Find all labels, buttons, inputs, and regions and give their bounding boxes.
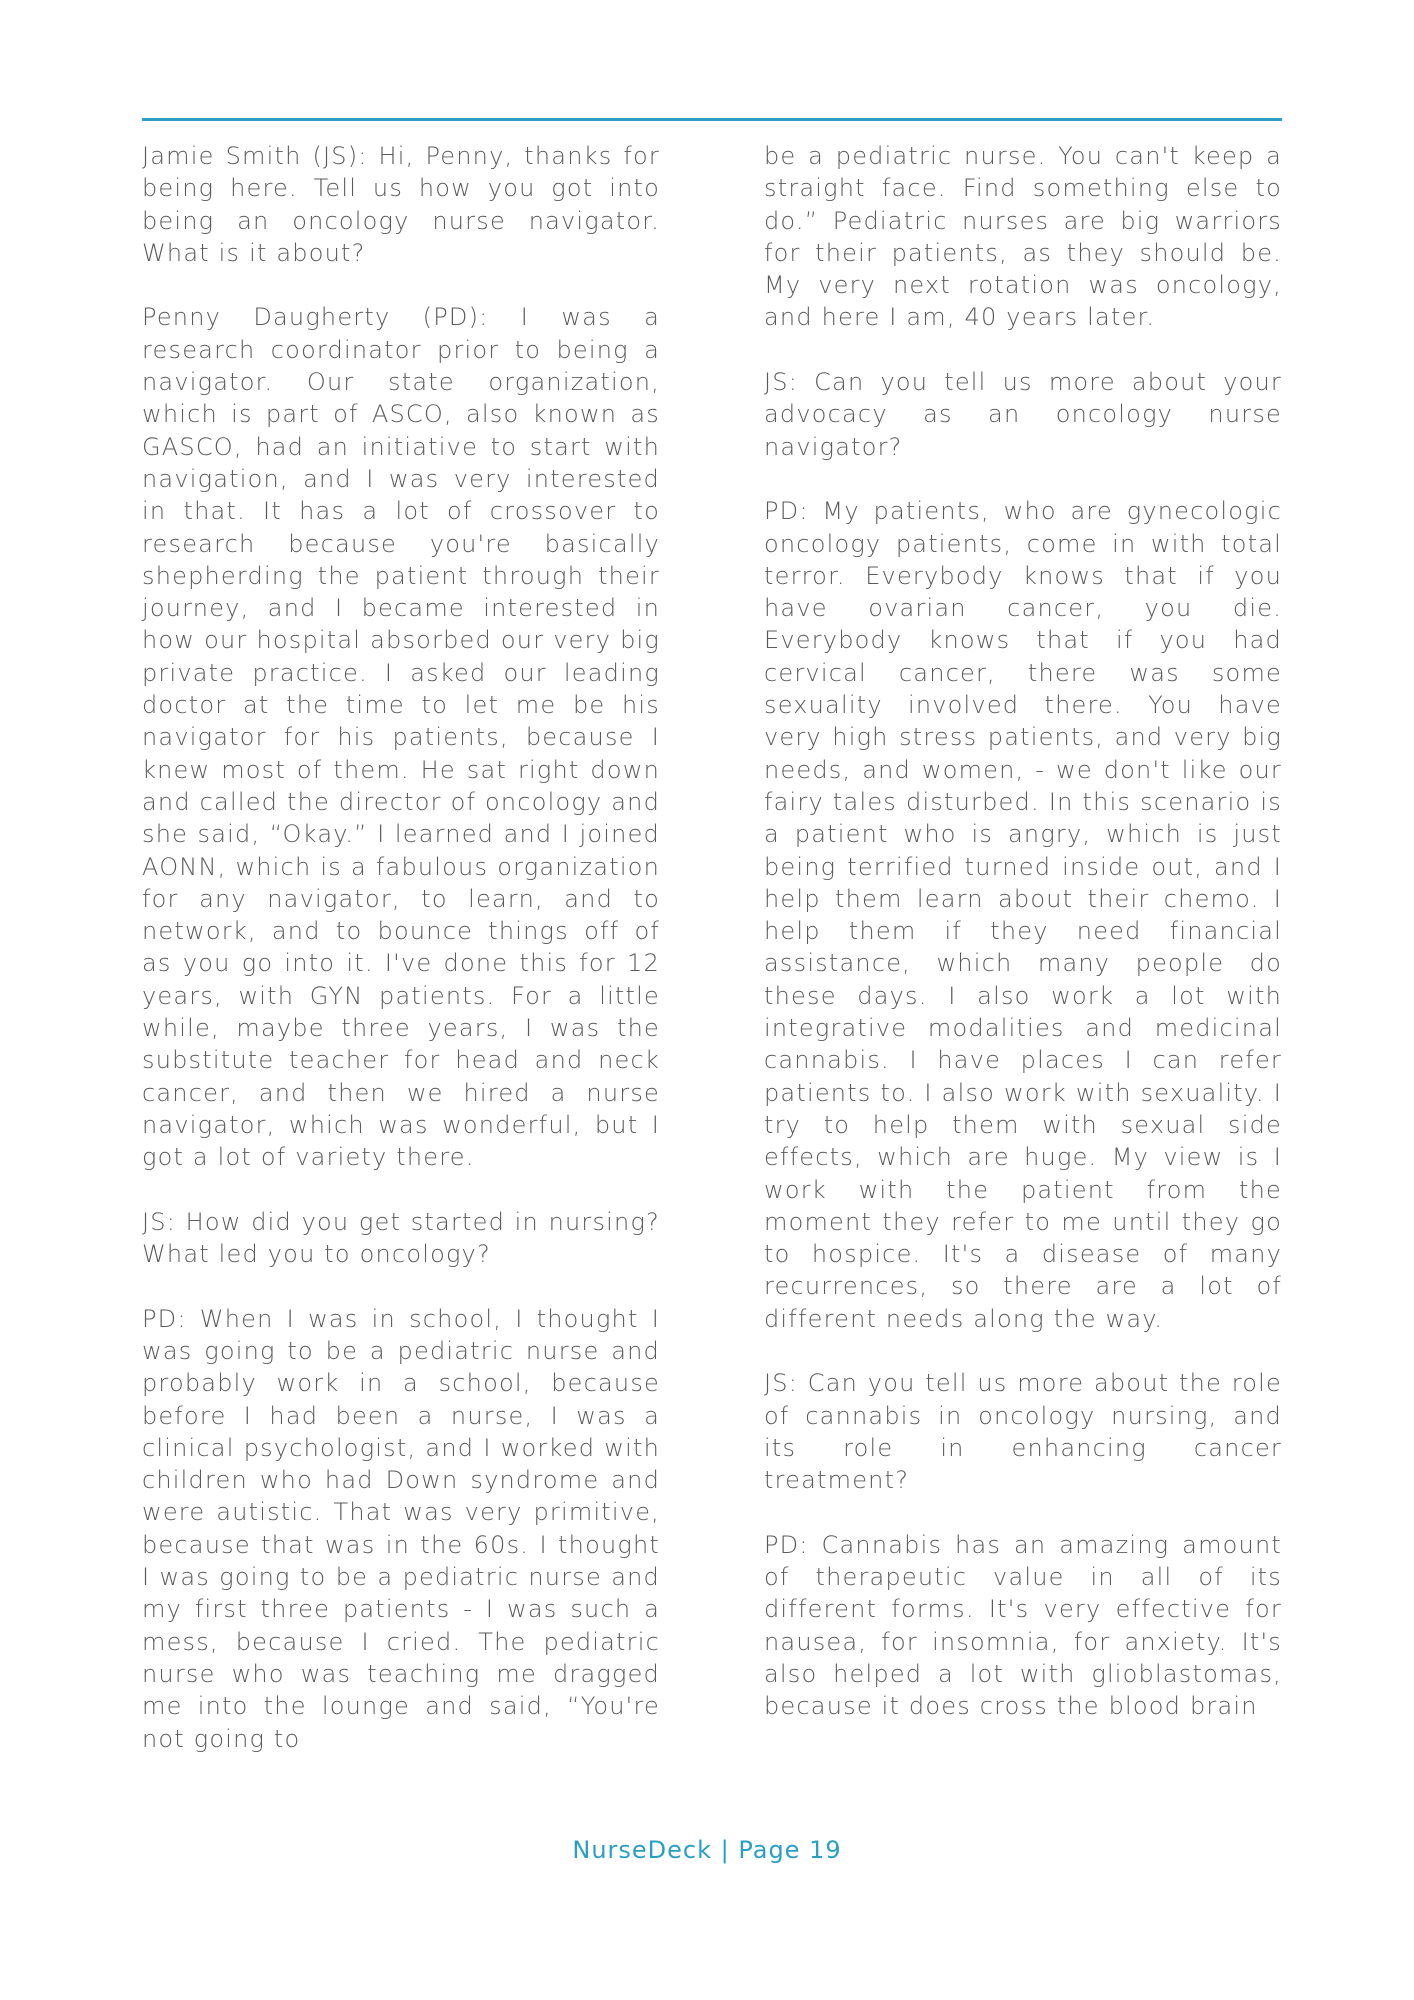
paragraph-pd-pediatric-continued: be a pediatric nurse. You can't keep a straight face. Find something else to do.” Pediatric nurses are big warriors for their patients, as they should be. My very next rotation was oncology, and here I am, 40 years later. [764, 142, 1282, 332]
paragraph-js-advocacy-question: JS: Can you tell us more about your advocacy as an oncology nurse navigator? [764, 368, 1282, 461]
article-column-left [142, 140, 660, 1755]
paragraph-js-intro: Jamie Smith (JS): Hi, Penny, thanks for being here. Tell us how you got into being an oncology nurse navigator. What is it about? [142, 142, 660, 267]
paragraph-pd-cannabis: PD: Cannabis has an amazing amount of therapeutic value in all of its different forms. It's very effective for nausea, for insomnia, for anxiety. It's also helped a lot with glioblastomas, because it does cross the blood brain [764, 1530, 1282, 1721]
article-column-right [764, 140, 1282, 1723]
paragraph-pd-advocacy: PD: My patients, who are gynecologic oncology patients, come in with total terror. Everybody knows that if you have ovarian cancer, you die. Everybody knows that if you had cervical cancer, there was some sexuality involved there. You have very high stress patients, and very big needs, and women, - we don't like our fairy tales disturbed. In this scenario is a patient who is angry, which is just being terrified turned inside out, and I help them learn about their chemo. I help them if they need financial assistance, which many people do these days. I also work a lot with integrative modalities and medicinal cannabis. I have places I can refer patients to. I also work with sexuality. I try to help them with sexual side effects, which are huge. My view is I work with the patient from the moment they refer to me until they go to hospice. It's a disease of many recurrences, so there are a lot of different needs along the way. [764, 497, 1282, 1333]
paragraph-pd-background: Penny Daugherty (PD): I was a research coordinator prior to being a navigator. Our state organization, which is part of ASCO, also known as GASCO, had an initiative to start with navigation, and I was very interested in that. It has a lot of crossover to research because you're basically shepherding the patient through their journey, and I became interested in how our hospital absorbed our very big private practice. I asked our leading doctor at the time to let me be his navigator for his patients, because I knew most of them. He sat right down and called the director of oncology and she said, “Okay.” I learned and I joined AONN, which is a fabulous organization for any navigator, to learn, and to network, and to bounce things off of as you go into it. I've done this for 12 years, with GYN patients. For a little while, maybe three years, I was the substitute teacher for head and neck cancer, and then we hired a nurse navigator, which was wonderful, but I got a lot of variety there. [142, 303, 660, 1172]
page-footer: NurseDeck | Page 19 [572, 1836, 842, 1864]
header-divider [142, 118, 1282, 121]
paragraph-js-nursing-question: JS: How did you get started in nursing? What led you to oncology? [142, 1207, 660, 1269]
paragraph-js-cannabis-question: JS: Can you tell us more about the role of cannabis in oncology nursing, and its role in enhancing cancer treatment? [764, 1369, 1282, 1495]
paragraph-pd-pediatric: PD: When I was in school, I thought I was going to be a pediatric nurse and probably work in a school, because before I had been a nurse, I was a clinical psychologist, and I worked with children who had Down syndrome and were autistic. That was very primitive, because that was in the 60s. I thought I was going to be a pediatric nurse and my first three patients - I was such a mess, because I cried. The pediatric nurse who was teaching me dragged me into the lounge and said, “You're not going to [142, 1304, 660, 1753]
